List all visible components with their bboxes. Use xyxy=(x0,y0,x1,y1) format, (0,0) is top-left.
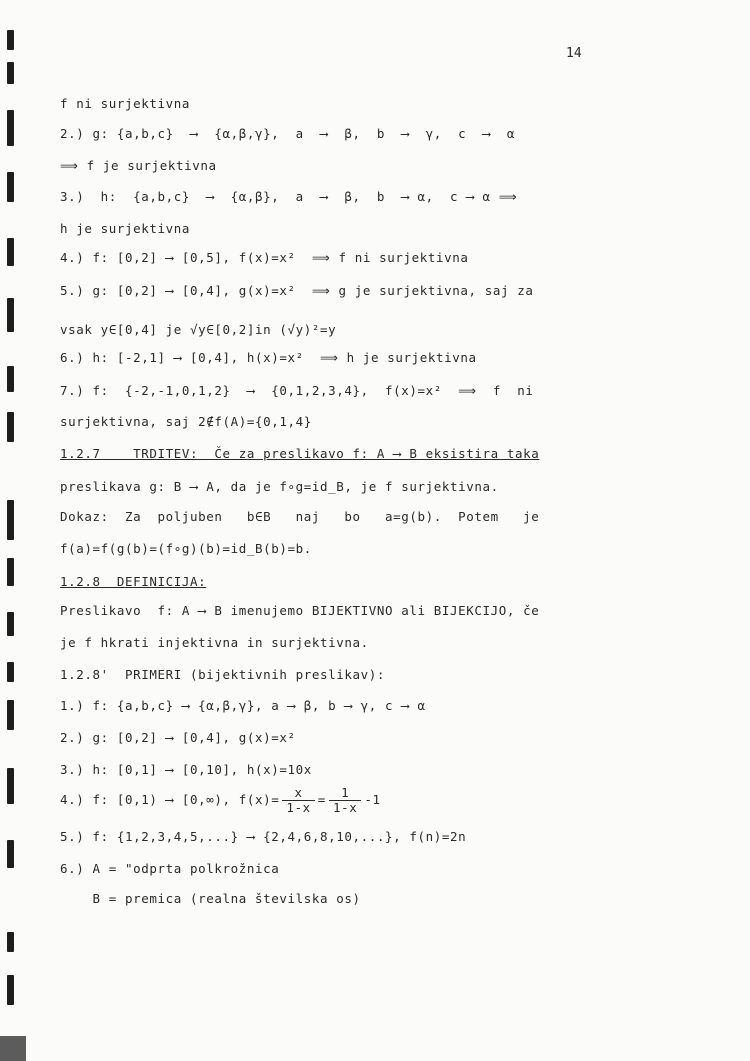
theorem-heading: 1.2.7 TRDITEV: Če za preslikavo f: A ⟶ B eksistira taka xyxy=(60,446,540,461)
formula-line: 4.) f: [0,1) ⟶ [0,∞), f(x)= $\frac{x}{1-x}$ = $\frac{1}{1-x}$ -1 xyxy=(60,785,381,815)
text-line: 6.) A = "odprta polkrožnica xyxy=(60,861,280,876)
text-line: vsak y∈[0,4] je √y∈[0,2]in (√y)²=y xyxy=(60,322,337,337)
text-line: f(a)=f(g(b)=(f∘g)(b)=id_B(b)=b. xyxy=(60,541,312,556)
text-line: surjektivna, saj 2∉f(A)={0,1,4} xyxy=(60,414,312,429)
fraction: $\frac{1}{1-x}$ xyxy=(329,786,361,815)
formula-prefix: 4.) f: [0,1) ⟶ [0,∞), f(x)= xyxy=(60,792,280,807)
text-line: 2.) g: {a,b,c} ⟶ {α,β,γ}, a ⟶ β, b ⟶ γ, c ⟶ α xyxy=(60,126,516,141)
binding-holes xyxy=(0,0,22,1061)
text-line: 1.2.8' PRIMERI (bijektivnih preslikav): xyxy=(60,667,386,682)
fraction: $\frac{x}{1-x}$ xyxy=(282,786,314,815)
text-line: h je surjektivna xyxy=(60,221,191,236)
text-line: 4.) f: [0,2] ⟶ [0,5], f(x)=x² ⟹ f ni surjektivna xyxy=(60,250,469,265)
text-line: ⟹ f je surjektivna xyxy=(60,158,217,173)
text-line: Dokaz: Za poljuben b∈B naj bo a=g(b). Potem je xyxy=(60,509,540,524)
page-number: 14 xyxy=(566,46,582,61)
text-line: 3.) h: [0,1] ⟶ [0,10], h(x)=10x xyxy=(60,762,312,777)
text-line: je f hkrati injektivna in surjektivna. xyxy=(60,635,369,650)
text-line: B = premica (realna številska os) xyxy=(60,891,361,906)
text-line: 5.) g: [0,2] ⟶ [0,4], g(x)=x² ⟹ g je surjektivna, saj za xyxy=(60,283,534,298)
text-line: f ni surjektivna xyxy=(60,96,191,111)
text-line: 1.) f: {a,b,c} ⟶ {α,β,γ}, a ⟶ β, b ⟶ γ, c ⟶ α xyxy=(60,698,426,713)
text-line: 6.) h: [-2,1] ⟶ [0,4], h(x)=x² ⟹ h je surjektivna xyxy=(60,350,477,365)
text-line: 7.) f: {-2,-1,0,1,2} ⟶ {0,1,2,3,4}, f(x)=x² ⟹ f ni xyxy=(60,383,534,398)
text-line: Preslikavo f: A ⟶ B imenujemo BIJEKTIVNO ali BIJEKCIJO, če xyxy=(60,603,540,618)
text-line: preslikava g: B ⟶ A, da je f∘g=id_B, je f surjektivna. xyxy=(60,479,499,494)
text-line: 5.) f: {1,2,3,4,5,...} ⟶ {2,4,6,8,10,...}, f(n)=2n xyxy=(60,829,467,844)
scan-corner xyxy=(0,1036,26,1061)
definition-heading: 1.2.8 DEFINICIJA: xyxy=(60,574,207,589)
text-line: 2.) g: [0,2] ⟶ [0,4], g(x)=x² xyxy=(60,730,296,745)
text-line: 3.) h: {a,b,c} ⟶ {α,β}, a ⟶ β, b ⟶ α, c ⟶ α ⟹ xyxy=(60,189,518,204)
